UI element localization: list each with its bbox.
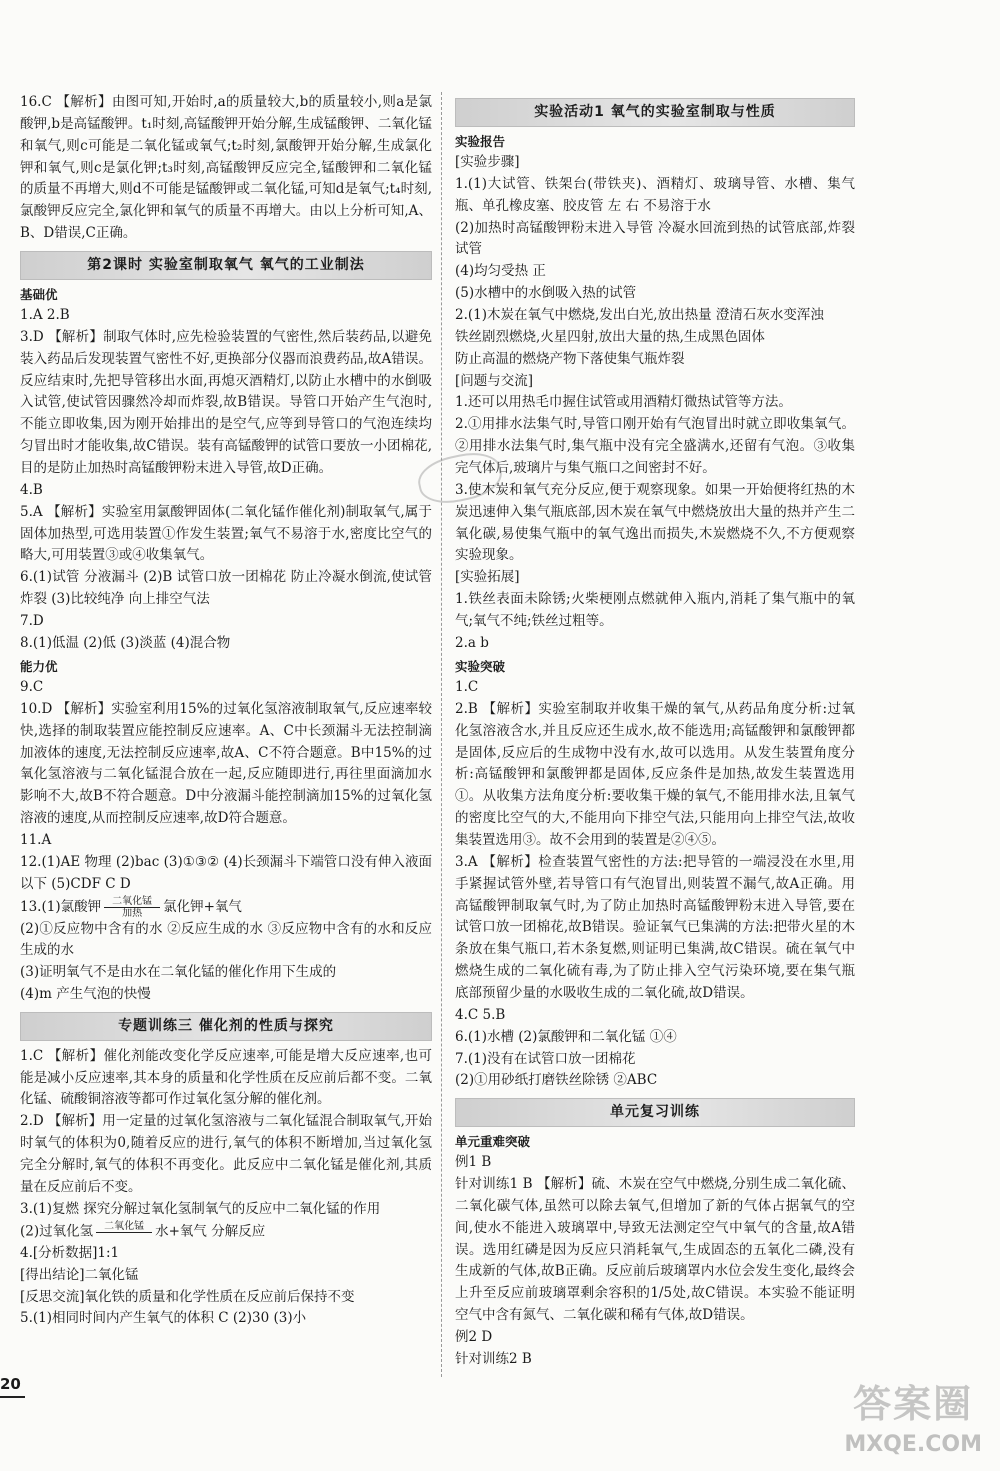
reaction-arrow: [104, 896, 160, 919]
answer-item: 针对训练1 B 【解析】硫、木炭在空气中燃烧,分别生成二氧化硫、二氧化碳气体,虽然可以除去氧气,但增加了新的气体占据氧气的空间,使水不能进入玻璃罩中,导致无法测定空气中氧气的含量,故A错误。选用红磷是因为反应只消耗氧气,生成固态的五氧化二磷,没有生成新的气体,故B正确。反应前后玻璃罩内水位会发生变化,最终会上升至反应前玻璃罩剩余容积的1/5处,故C错误。本实验不能证明空气中含有氮气、二氧化碳和稀有气体,故D错误。: [455, 1176, 855, 1324]
answer-item: 1.还可以用热毛巾握住试管或用酒精灯微热试管等方法。: [455, 394, 792, 411]
answer-item: 1.(1)大试管、铁架台(带铁夹)、酒精灯、玻璃导管、水槽、集气瓶、单孔橡皮塞、胶皮管 左 右 不易溶于水: [455, 175, 855, 214]
answer-item: 11.A: [20, 831, 52, 848]
column-divider: [441, 92, 442, 1377]
answer-item: (4)m 产生气泡的快慢: [20, 986, 151, 1003]
answer-item: 6.(1)水槽 (2)氯酸钾和二氧化锰 ①④: [455, 1028, 677, 1045]
answer-13-equation: [20, 896, 432, 919]
answer-item: (3)证明氧气不是由水在二氧化锰的催化作用下生成的: [20, 964, 337, 981]
equation-lead: (2)过氧化氢: [20, 1223, 94, 1240]
answer-item: 10.D 【解析】实验室利用15%的过氧化氢溶液制取氧气,反应速率较快,选择的制取装置应能控制反应速率。A、C中长颈漏斗无法控制滴加液体的速度,无法控制反应速率,故A、C不符合题意。B中15%的过氧化氢溶液与二氧化锰混合放在一起,反应随即进行,再往里面滴加水影响不大,故B不符合题意。D中分液漏斗能控制滴加15%的过氧化氢溶液的速度,从而控制反应速率,故D符合题意。: [20, 700, 432, 827]
answer-item: (2)①反应物中含有的水 ②反应生成的水 ③反应物中含有的水和反应生成的水: [20, 920, 432, 959]
answer-item: 1.C 【解析】催化剂能改变化学反应速率,可能是增大反应速率,也可能是减小反应速率,其本身的质量和化学性质在反应前后都不变。二氧化锰、硫酸铜溶液等都可作过氧化氢分解的催化剂。: [20, 1047, 432, 1108]
answer-item: 铁丝剧烈燃烧,火星四射,放出大量的热,生成黑色固体: [455, 328, 765, 345]
answer-item: 7.D: [20, 612, 44, 629]
equation-tail: 水+氧气 分解反应: [155, 1223, 266, 1240]
equation-tail: 氯化钾+氧气: [163, 898, 242, 915]
watermark: [844, 1374, 982, 1463]
answer-item: 3.(1)复燃 探究分解过氧化氢制氧气的反应中二氧化锰的作用: [20, 1200, 381, 1217]
answer-item: 2.①用排水法集气时,导管口刚开始有气泡冒出时就立即收集氧气。②用排水法集气时,集气瓶中没有完全盛满水,还留有气泡。③收集完气体后,玻璃片与集气瓶口之间密封不好。: [455, 416, 855, 476]
answer-item: (2)①用砂纸打磨铁丝除锈 ②ABC: [455, 1072, 658, 1089]
answer-item: 6.(1)试管 分液漏斗 (2)B 试管口放一团棉花 防止冷凝水倒流,使试管炸裂 (3)比较纯净 向上排空气法: [20, 569, 432, 608]
answer-item: [得出结论]二氧化锰: [20, 1266, 139, 1283]
right-column: [455, 92, 855, 1371]
arrow-condition-bottom: 加热: [122, 907, 143, 919]
page-number: 20: [0, 1372, 25, 1398]
answer-item: 2.D 【解析】用一定量的过氧化氢溶液与二氧化锰混合制取氧气,开始时氧气的体积为0,随着反应的进行,氧气的体积不断增加,当过氧化氢完全分解时,氧气的体积不再变化。此反应中二氧化锰是催化剂,其质量在反应前后不变。: [20, 1113, 432, 1195]
section-header-lesson2: 第2课时 实验室制取氧气 氧气的工业制法: [20, 251, 432, 280]
subheading-report: 实验报告: [455, 133, 506, 149]
answer-item: 5.A 【解析】实验室用氯酸钾固体(二氧化锰作催化剂)制取氧气,属于固体加热型,可选用装置①作发生装置;氧气不易溶于水,密度比空气的略大,可用装置③或④收集氧气。: [20, 503, 432, 564]
watermark-logo: 答案圈: [853, 1381, 974, 1426]
answer-item: (4)均匀受热 正: [455, 263, 546, 280]
answer-item: 2.a b: [455, 634, 489, 651]
answer-item: 3.A 【解析】检查装置气密性的方法:把导管的一端浸没在水里,用手紧握试管外壁,若导管口有气泡冒出,则装置不漏气,故A正确。用高锰酸钾制取氧气时,为了防止加热时高锰酸钾粉末进入导管,要在试管口放一团棉花,故B错误。验证氧气已集满的方法:把带火星的木条放在集气瓶口,若木条复燃,则证明已集满,故C错误。硫在氧气中燃烧生成的二氧化硫有毒,为了防止排入空气污染环境,要在集气瓶底部预留少量的水吸收生成的二氧化硫,故D错误。: [455, 853, 855, 1001]
section-header-review: 单元复习训练: [455, 1098, 855, 1127]
answer-item: 4.C 5.B: [455, 1006, 506, 1023]
answer-item: [反思交流]氧化铁的质量和化学性质在反应前后保持不变: [20, 1288, 355, 1305]
answer-16: 16.C 【解析】由图可知,开始时,a的质量较大,b的质量较小,则a是氯酸钾,b是高锰酸钾。t₁时刻,高锰酸钾开始分解,生成锰酸钾、二氧化锰和氧气,则c可能是二氧化锰或氧气;t₂时刻,氯酸钾开始分解,生成氯化钾和氧气,则c是氯化钾;t₃时刻,高锰酸钾反应完全,锰酸钾和二氧化锰的质量不再增大,则d不可能是锰酸钾或二氧化锰,可知d是氧气;t₄时刻,氯酸钾反应完全,氯化钾和氧气的质量不再增大。由以上分析可知,A、B、D错误,C正确。: [20, 94, 432, 242]
answer-item: 2.B 【解析】实验室制取并收集干燥的氧气,从药品角度分析:过氧化氢溶液含水,并且反应还生成水,故不能选用;高锰酸钾和氯酸钾都是固体,反应后的生成物中没有水,故可以选用。从发生装置角度分析:高锰酸钾和氯酸钾都是固体,反应条件是加热,故发生装置选用①。从收集方法角度分析:要收集干燥的氧气,不能用排水法,且氧气的密度比空气的大,不能用向下排空气法,只能用向上排空气法,故收集装置选用③。故不会用到的装置是②④⑤。: [455, 700, 855, 848]
arrow-condition-top: 二氧化锰: [112, 895, 153, 907]
answer-item: 7.(1)没有在试管口放一团棉花: [455, 1050, 636, 1067]
answer-item: (5)水槽中的水倒吸入热的试管: [455, 285, 637, 302]
arrow-condition-top: 二氧化锰: [104, 1220, 145, 1232]
answer-item: 5.(1)相同时间内产生氧气的体积 C (2)30 (3)小: [20, 1310, 307, 1327]
answer-item: 8.(1)低温 (2)低 (3)淡蓝 (4)混合物: [20, 634, 231, 651]
subheading-basic: 基础优: [20, 286, 58, 302]
bracket-label-steps: [实验步骤]: [455, 153, 520, 170]
bracket-label-qa: [问题与交流]: [455, 372, 534, 389]
answer-item: 3.使木炭和氧气充分反应,便于观察现象。如果一开始便将红热的木炭迅速伸入集气瓶底部,因木炭在氧气中燃烧放出大量的热并产生二氧化碳,易使集气瓶中的氧气逸出而损失,木炭燃烧不久,不方便观察实验现象。: [455, 481, 855, 564]
answer-item: 9.C: [20, 678, 44, 695]
section-header-special: 专题训练三 催化剂的性质与探究: [20, 1012, 432, 1041]
reaction-arrow: [96, 1221, 152, 1243]
subheading-ability: 能力优: [20, 658, 58, 674]
section-header-experiment: 实验活动1 氧气的实验室制取与性质: [455, 98, 855, 127]
answer-item: 12.(1)AE 物理 (2)bac (3)①③② (4)长颈漏斗下端管口没有伸入液面以下 (5)CDF C D: [20, 853, 432, 892]
answer-item: 2.(1)木炭在氧气中燃烧,发出白光,放出热量 澄清石灰水变浑浊: [455, 306, 824, 323]
subheading-key-points: 单元重难突破: [455, 1133, 531, 1149]
answer-item: 4.B: [20, 481, 43, 498]
watermark-url: MXQE.COM: [844, 1432, 982, 1458]
answer-item: (2)加热时高锰酸钾粉末进入导管 冷凝水回流到热的试管底部,炸裂试管: [455, 219, 855, 258]
answer-item: 针对训练2 B: [455, 1350, 532, 1367]
answer-item: 1.铁丝表面未除锈;火柴梗刚点燃就伸入瓶内,消耗了集气瓶中的氧气;氧气不纯;铁丝过粗等。: [455, 591, 855, 629]
answer-item: 例2 D: [455, 1329, 493, 1346]
bracket-label-extension: [实验拓展]: [455, 569, 520, 586]
answer-3-2-equation: [20, 1221, 432, 1243]
equation-lead: 13.(1)氯酸钾: [20, 898, 102, 915]
answer-item: 防止高温的燃烧产物下落使集气瓶炸裂: [455, 350, 685, 367]
answer-item: 例1 B: [455, 1154, 492, 1171]
answer-item: 3.D 【解析】制取气体时,应先检验装置的气密性,然后装药品,以避免装入药品后发现装置气密性不好,更换部分仪器而浪费药品,故A错误。反应结束时,先把导管移出水面,再熄灭酒精灯,以防止水槽中的水倒吸入试管,使试管因骤然冷却而炸裂,故B错误。导管口开始产生气泡时,不能立即收集,因为刚开始排出的是空气,应等到导管口的气泡连续均匀冒出时才能收集,故C错误。装有高锰酸钾的试管口要放一小团棉花,目的是防止加热时高锰酸钾粉末进入导管,故D正确。: [20, 328, 432, 476]
answer-item: 4.[分析数据]1:1: [20, 1244, 120, 1261]
answer-item: 1.A 2.B: [20, 306, 70, 323]
answer-item: 1.C: [455, 678, 479, 695]
subheading-breakthrough: 实验突破: [455, 658, 506, 674]
left-column: [20, 92, 432, 1330]
